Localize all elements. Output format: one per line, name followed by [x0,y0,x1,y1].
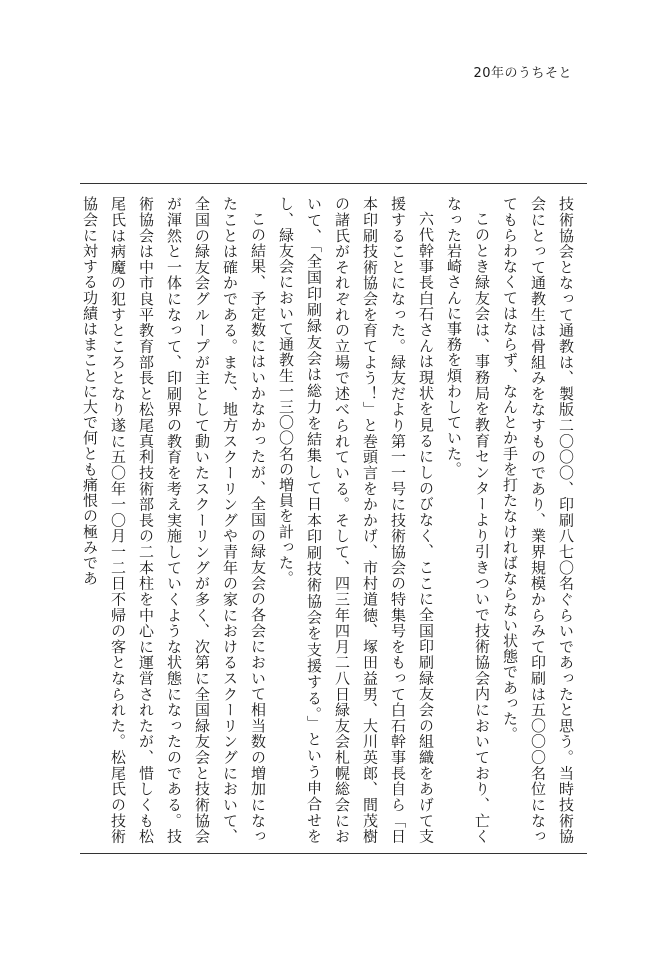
running-header-title: 20年のうちそと [473,66,572,81]
top-rule [80,183,587,184]
paragraph-1: 技術協会となって通教は、製版二〇〇〇、印刷八七〇名ぐらいであったと思う。当時技術協会にとって通教生は骨組みをなすものであり、業界規模からみて印刷は五〇〇〇名位になってもらわなくてはならず、なんとか手を打たなければならない状態であった。 [501,196,575,844]
paragraph-3: 六代幹事長白石さんは現状を見るにしのびなく、ここに全国印刷緑友会の組織をあげて支援することになった。緑友だより第一一号に技術協会の特集号をもって白石幹事長自ら「日本印刷技術協会を育てよう！」と巻頭言をかかげ、市村道徳、塚田益男、大川英郎、間茂樹の諸氏がそれぞれの立場で述べられている。そして、四三年四月二八日緑友会札幌総会において、「全国印刷緑友会は総力を結集して日本印刷技術協会を支援する。」という申合せをし、緑友会において通教生一三〇〇名の増員を計った。 [277,196,435,844]
paragraph-4: この結果、予定数にはいかなかったが、全国の緑友会の各会において相当数の増加になったことは確かである。また、地方スクーリングや青年の家におけるスクーリングにおいて、全国の緑友会グループが主として動いたスクーリングが多く、次第に全国緑友会と技術協会が渾然と一体になって、印刷界の教育を考え実施していくような状態になったのである。技術協会は中市良平教育部長と松尾真利技術部長の二本柱を中心に運営されたが、惜しくも松尾氏は病魔の犯すところとなり遂に五〇年一〇月一二日不帰の客となられた。松尾氏の技術協会に対する功績はまことに大で何とも痛恨の極みであ [81,196,267,844]
bottom-rule [80,853,587,854]
paragraph-2: このとき緑友会は、事務局を教育センターより引きついで技術協会内においており、亡くなった岩崎さんに事務を煩わしていた。 [445,196,491,844]
body-text [66,196,580,844]
